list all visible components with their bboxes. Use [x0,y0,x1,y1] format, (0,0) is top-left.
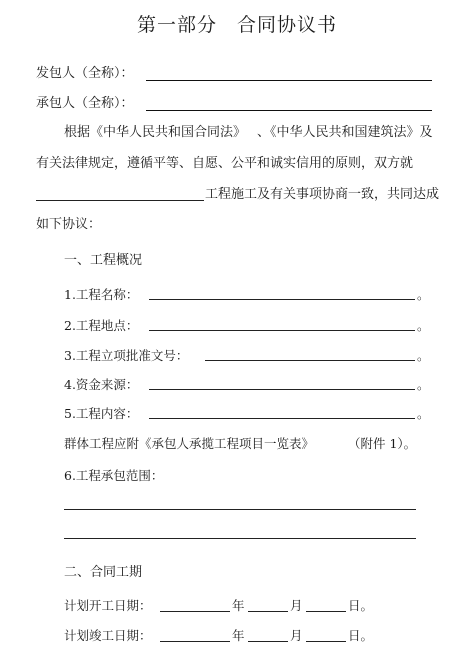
party-b-label: 承包人（全称）： [36,96,134,111]
party-a-label: 发包人（全称）： [36,66,134,81]
project-name-label: 1.工程名称： [64,287,139,302]
project-location-label: 2.工程地点： [64,318,139,333]
funding-source-end: 。 [417,377,430,392]
intro-construction-law: 、《中华人民共和国建筑法》及 [257,125,433,140]
funding-source-label: 4.资金来源： [64,377,139,392]
end-month-unit: 月 [290,628,303,643]
project-name-end: 。 [417,287,430,302]
section-1-heading: 一、工程概况 [64,253,143,268]
project-content-label: 5.工程内容： [64,406,139,421]
end-year-unit: 年 [232,628,245,643]
end-day-unit: 日。 [348,628,374,643]
section-2-heading: 二、合同工期 [64,565,143,580]
project-location-line[interactable] [149,330,415,331]
approval-number-label: 3.工程立项批准文号： [64,348,189,363]
planned-end-label: 计划竣工日期： [64,628,152,643]
approval-number-line[interactable] [205,360,415,361]
planned-start-label: 计划开工日期： [64,598,152,613]
project-name-fill-line[interactable] [36,200,204,201]
contract-scope-line-2[interactable] [64,538,416,539]
start-day-unit: 日。 [348,598,374,613]
intro-line-3: 工程施工及有关事项协商一致，共同达成 [205,187,440,202]
end-year-line[interactable] [160,641,230,642]
funding-source-line[interactable] [149,389,415,390]
group-project-note: 群体工程应附《承包人承揽工程项目一览表》 [64,436,315,451]
start-year-line[interactable] [160,611,230,612]
start-day-line[interactable] [306,611,346,612]
start-month-unit: 月 [290,598,303,613]
party-a-fill-line[interactable] [146,80,432,81]
attachment-note: （附件 1）。 [348,436,417,451]
contract-scope-label: 6.工程承包范围： [64,468,164,483]
end-day-line[interactable] [306,641,346,642]
project-name-line[interactable] [149,299,415,300]
party-b-fill-line[interactable] [146,110,432,111]
page-title: 第一部分 合同协议书 [136,14,337,36]
contract-scope-line-1[interactable] [64,509,416,510]
intro-line-2: 有关法律规定，遵循平等、自愿、公平和诚实信用的原则，双方就 [36,156,414,171]
project-content-line[interactable] [149,418,415,419]
end-month-line[interactable] [248,641,288,642]
approval-number-end: 。 [417,348,430,363]
start-year-unit: 年 [232,598,245,613]
project-location-end: 。 [417,318,430,333]
project-content-end: 。 [417,406,430,421]
intro-line-4: 如下协议： [36,217,102,232]
intro-contract-law: 根据《中华人民共和国合同法》 [64,125,247,140]
start-month-line[interactable] [248,611,288,612]
